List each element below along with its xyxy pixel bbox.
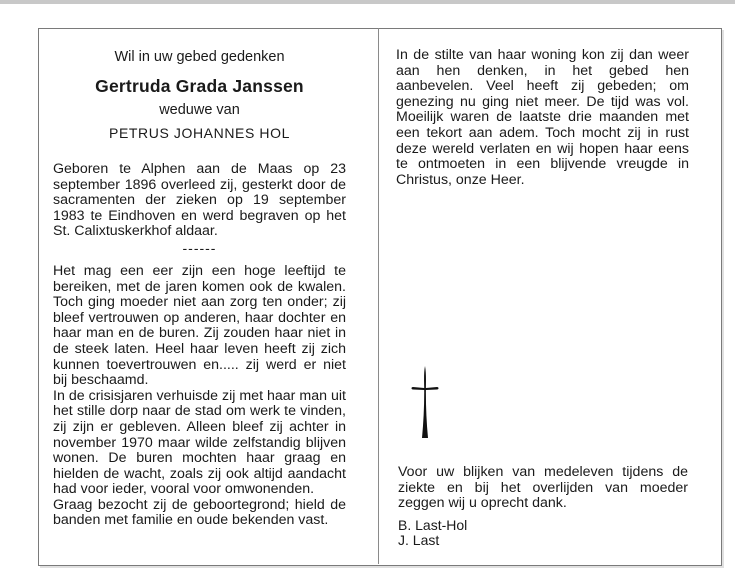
thanks-text: Voor uw blijken van medeleven tijdens de ziekte en bij het overlijden van moeder zeggen wij u oprecht dank. bbox=[398, 464, 688, 512]
paragraph-1: Het mag een eer zijn een hoge leeftijd te bereiken, met de jaren komen ook de kwalen. Toch ging moeder niet aan zorg ten onder; zij bleef vertrouwen op anderen, haar dochter en haar man en de buren. Zij zouden haar niet in de steek laten. Heel haar leven heeft zij zich kunnen toevertrouwen en..... zij werd er niet bij beschaamd. bbox=[53, 262, 346, 389]
signature-1: B. Last-Hol bbox=[398, 516, 468, 533]
deceased-name: Gertruda Grada Janssen bbox=[95, 76, 304, 96]
paragraph-3: Graag bezocht zij de geboortegrond; hield de banden met familie en oude bekenden vast. bbox=[53, 496, 346, 529]
birth-death-text: Geboren te Alphen aan de Maas op 23 september 1896 overleed zij, gesterkt door de sacramenten der zieken op 19 september 1983 te Eindhoven en werd begraven op het St. Calixtuskerkhof aldaar. bbox=[53, 161, 346, 240]
card-fold-line bbox=[378, 28, 379, 564]
intro-line: Wil in uw gebed gedenken bbox=[114, 49, 285, 65]
right-panel bbox=[396, 48, 689, 188]
right-text: In de stilte van haar woning kon zij dan weer aan hen denken, in het gebed hen aanbevelen. Veel heeft zij gebeden; om genezing nu ging niet meer. De tijd was vol. Moeilijk waren de laatste drie maanden met een tekort aan adem. Toch mocht zij in rust deze wereld verlaten en wij hopen haar eens te ontmoeten in een blijvende vreugde in Christus, onze Heer. bbox=[396, 47, 689, 188]
husband-name: PETRUS JOHANNES HOL bbox=[109, 125, 290, 141]
separator: ------ bbox=[182, 239, 217, 256]
widow-of-label: weduwe van bbox=[159, 102, 240, 118]
signature-2: J. Last bbox=[398, 532, 440, 549]
paragraph-2: In de crisisjaren verhuisde zij met haar man uit het stille dorp naar de stad om werk te vinden, zij zijn er gebleven. Alleen bleef zij achter in november 1970 maar wilde zelfstandig blijven wonen. De buren mochten haar graag en hielden de wacht, zoals zij ook altijd aandacht had voor ieder, vooral voor omwonenden. bbox=[53, 387, 346, 498]
window-top-bar bbox=[0, 0, 735, 4]
cross-icon bbox=[410, 366, 440, 438]
thanks-block bbox=[398, 465, 688, 549]
left-panel bbox=[53, 48, 346, 529]
